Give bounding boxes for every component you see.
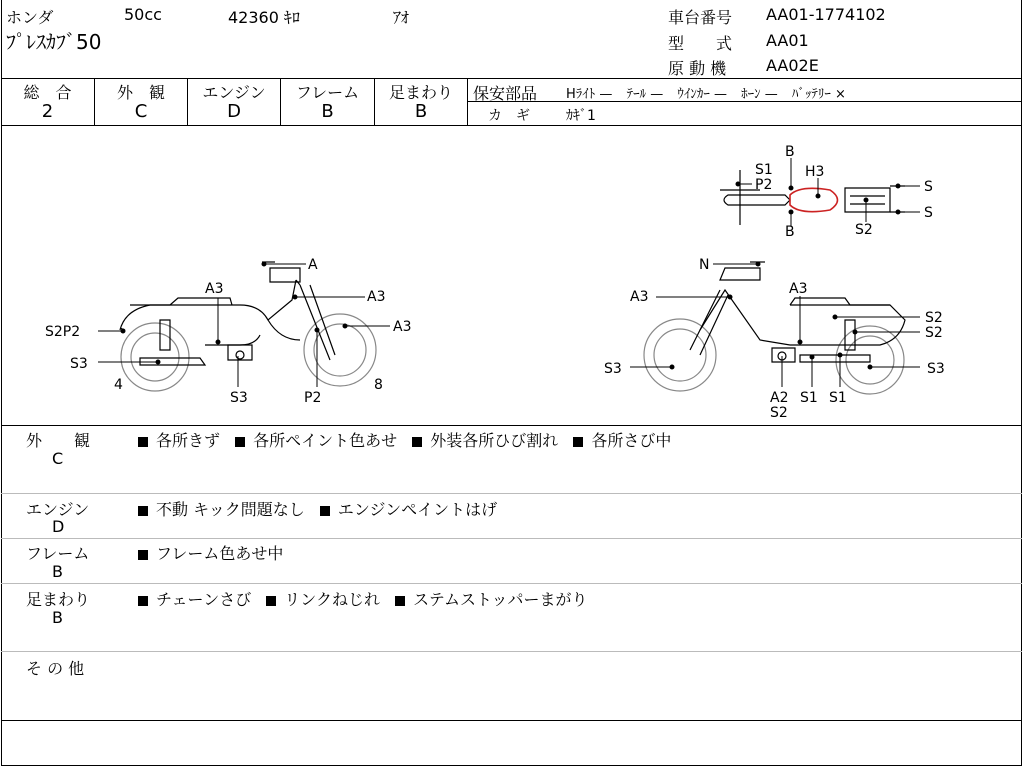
diagram-label: H3	[805, 164, 825, 180]
note-suspension-label: 足まわり	[26, 590, 91, 609]
diagram-label: 8	[374, 377, 383, 393]
note-exterior-label: 外 観	[26, 431, 91, 450]
model-name: ﾌﾟﾚｽｶﾌﾞ50	[6, 30, 102, 54]
safety-item-status: —	[764, 87, 778, 102]
diagram-label: S2	[855, 222, 873, 238]
diagram-label: A3	[789, 281, 808, 297]
note-engine-items: 不動 キック問題なし エンジンペイントはげ	[138, 497, 497, 520]
note-exterior-grade: C	[52, 449, 64, 468]
damage-diagram	[0, 126, 1024, 426]
safety-item-status: —	[650, 87, 664, 102]
rule	[467, 78, 468, 125]
engine-label: 原 動 機	[668, 59, 727, 78]
diagram-label: A3	[393, 319, 412, 335]
diagram-label: B	[785, 144, 795, 160]
frame-no: AA01-1774102	[766, 5, 886, 24]
note-engine-grade: D	[52, 517, 65, 536]
note-suspension-grade: B	[52, 608, 63, 627]
safety-items	[566, 83, 846, 102]
exterior-label: 外 観	[116, 83, 165, 102]
diagram-label: S1	[829, 390, 847, 406]
engine-grade-label: エンジン	[202, 83, 266, 102]
diagram-label: S2	[925, 325, 943, 341]
note-frame-label: フレーム	[26, 544, 90, 563]
rule	[1, 493, 1022, 494]
diagram-label: S3	[230, 390, 248, 406]
overall-grade: 2	[41, 101, 54, 122]
overall-label: 総 合	[23, 83, 72, 102]
note-exterior-items: 各所きず 各所ペイント色あせ 外装各所ひび割れ 各所さび中	[138, 428, 671, 451]
note-suspension-items: チェーンさび リンクねじれ ステムストッパーまがり	[138, 587, 587, 610]
safety-item-name: ﾃｰﾙ	[626, 87, 647, 102]
key-value: ｶｷﾞ1	[566, 108, 596, 124]
safety-item-name: ﾎｰﾝ	[741, 87, 761, 102]
exterior-grade: C	[134, 101, 148, 122]
diagram-label: P2	[304, 390, 322, 406]
diagram-label: S3	[70, 356, 88, 372]
safety-item-status: ×	[835, 87, 846, 102]
scooter-left-view	[120, 262, 376, 391]
diagram-label: 4	[114, 377, 123, 393]
diagram-label: S2P2	[45, 324, 81, 340]
rule	[1, 78, 1022, 79]
displacement: 50cc	[124, 5, 162, 24]
diagram-label: A3	[367, 289, 386, 305]
diagram-label: B	[785, 224, 795, 240]
diagram-label: N	[699, 257, 710, 273]
rule	[1, 720, 1022, 721]
diagram-label: A3	[630, 289, 649, 305]
diagram-label: S	[924, 205, 933, 221]
rule	[1, 651, 1022, 652]
suspension-grade-label: 足まわり	[388, 83, 453, 102]
diagram-label: S	[924, 179, 933, 195]
diagram-label: A3	[205, 281, 224, 297]
rule	[1, 425, 1022, 426]
engine-value: AA02E	[766, 56, 819, 75]
frame-grade-label: フレーム	[295, 83, 360, 102]
color: ｱｵ	[393, 8, 410, 27]
key-label: カ ギ	[488, 108, 530, 124]
rule	[1, 538, 1022, 539]
diagram-label: A	[308, 257, 318, 273]
diagram-label: S3	[604, 361, 622, 377]
safety-label: 保安部品	[473, 84, 538, 103]
diagram-label: P2	[755, 177, 773, 193]
diagram-label: S3	[927, 361, 945, 377]
type-value: AA01	[766, 31, 809, 50]
frame-grade: B	[321, 101, 334, 122]
frame-no-label: 車台番号	[668, 8, 733, 27]
safety-item-name: Hﾗｲﾄ	[566, 87, 596, 102]
note-engine-label: エンジン	[26, 500, 90, 519]
type-label: 型 式	[668, 34, 733, 53]
diagram-label: S1	[800, 390, 818, 406]
safety-item-status: —	[713, 87, 727, 102]
diagram-label: S2	[925, 310, 943, 326]
diagram-label: A2	[770, 390, 789, 406]
safety-item-status: —	[599, 87, 613, 102]
diagram-label: S2	[770, 405, 788, 421]
safety-item-name: ﾊﾞｯﾃﾘｰ	[791, 87, 831, 102]
maker: ホンダ	[6, 8, 54, 27]
engine-grade: D	[227, 101, 241, 122]
safety-item-name: ｳｲﾝｶｰ	[677, 87, 710, 102]
scooter-right-view	[644, 262, 905, 394]
mileage: 42360 ｷﾛ	[228, 8, 300, 27]
diagram-label: S1	[755, 162, 773, 178]
note-frame-items: フレーム色あせ中	[138, 541, 283, 564]
note-other-label: そ の 他	[26, 659, 85, 678]
note-frame-grade: B	[52, 562, 63, 581]
rule	[1, 583, 1022, 584]
suspension-grade: B	[414, 101, 428, 122]
